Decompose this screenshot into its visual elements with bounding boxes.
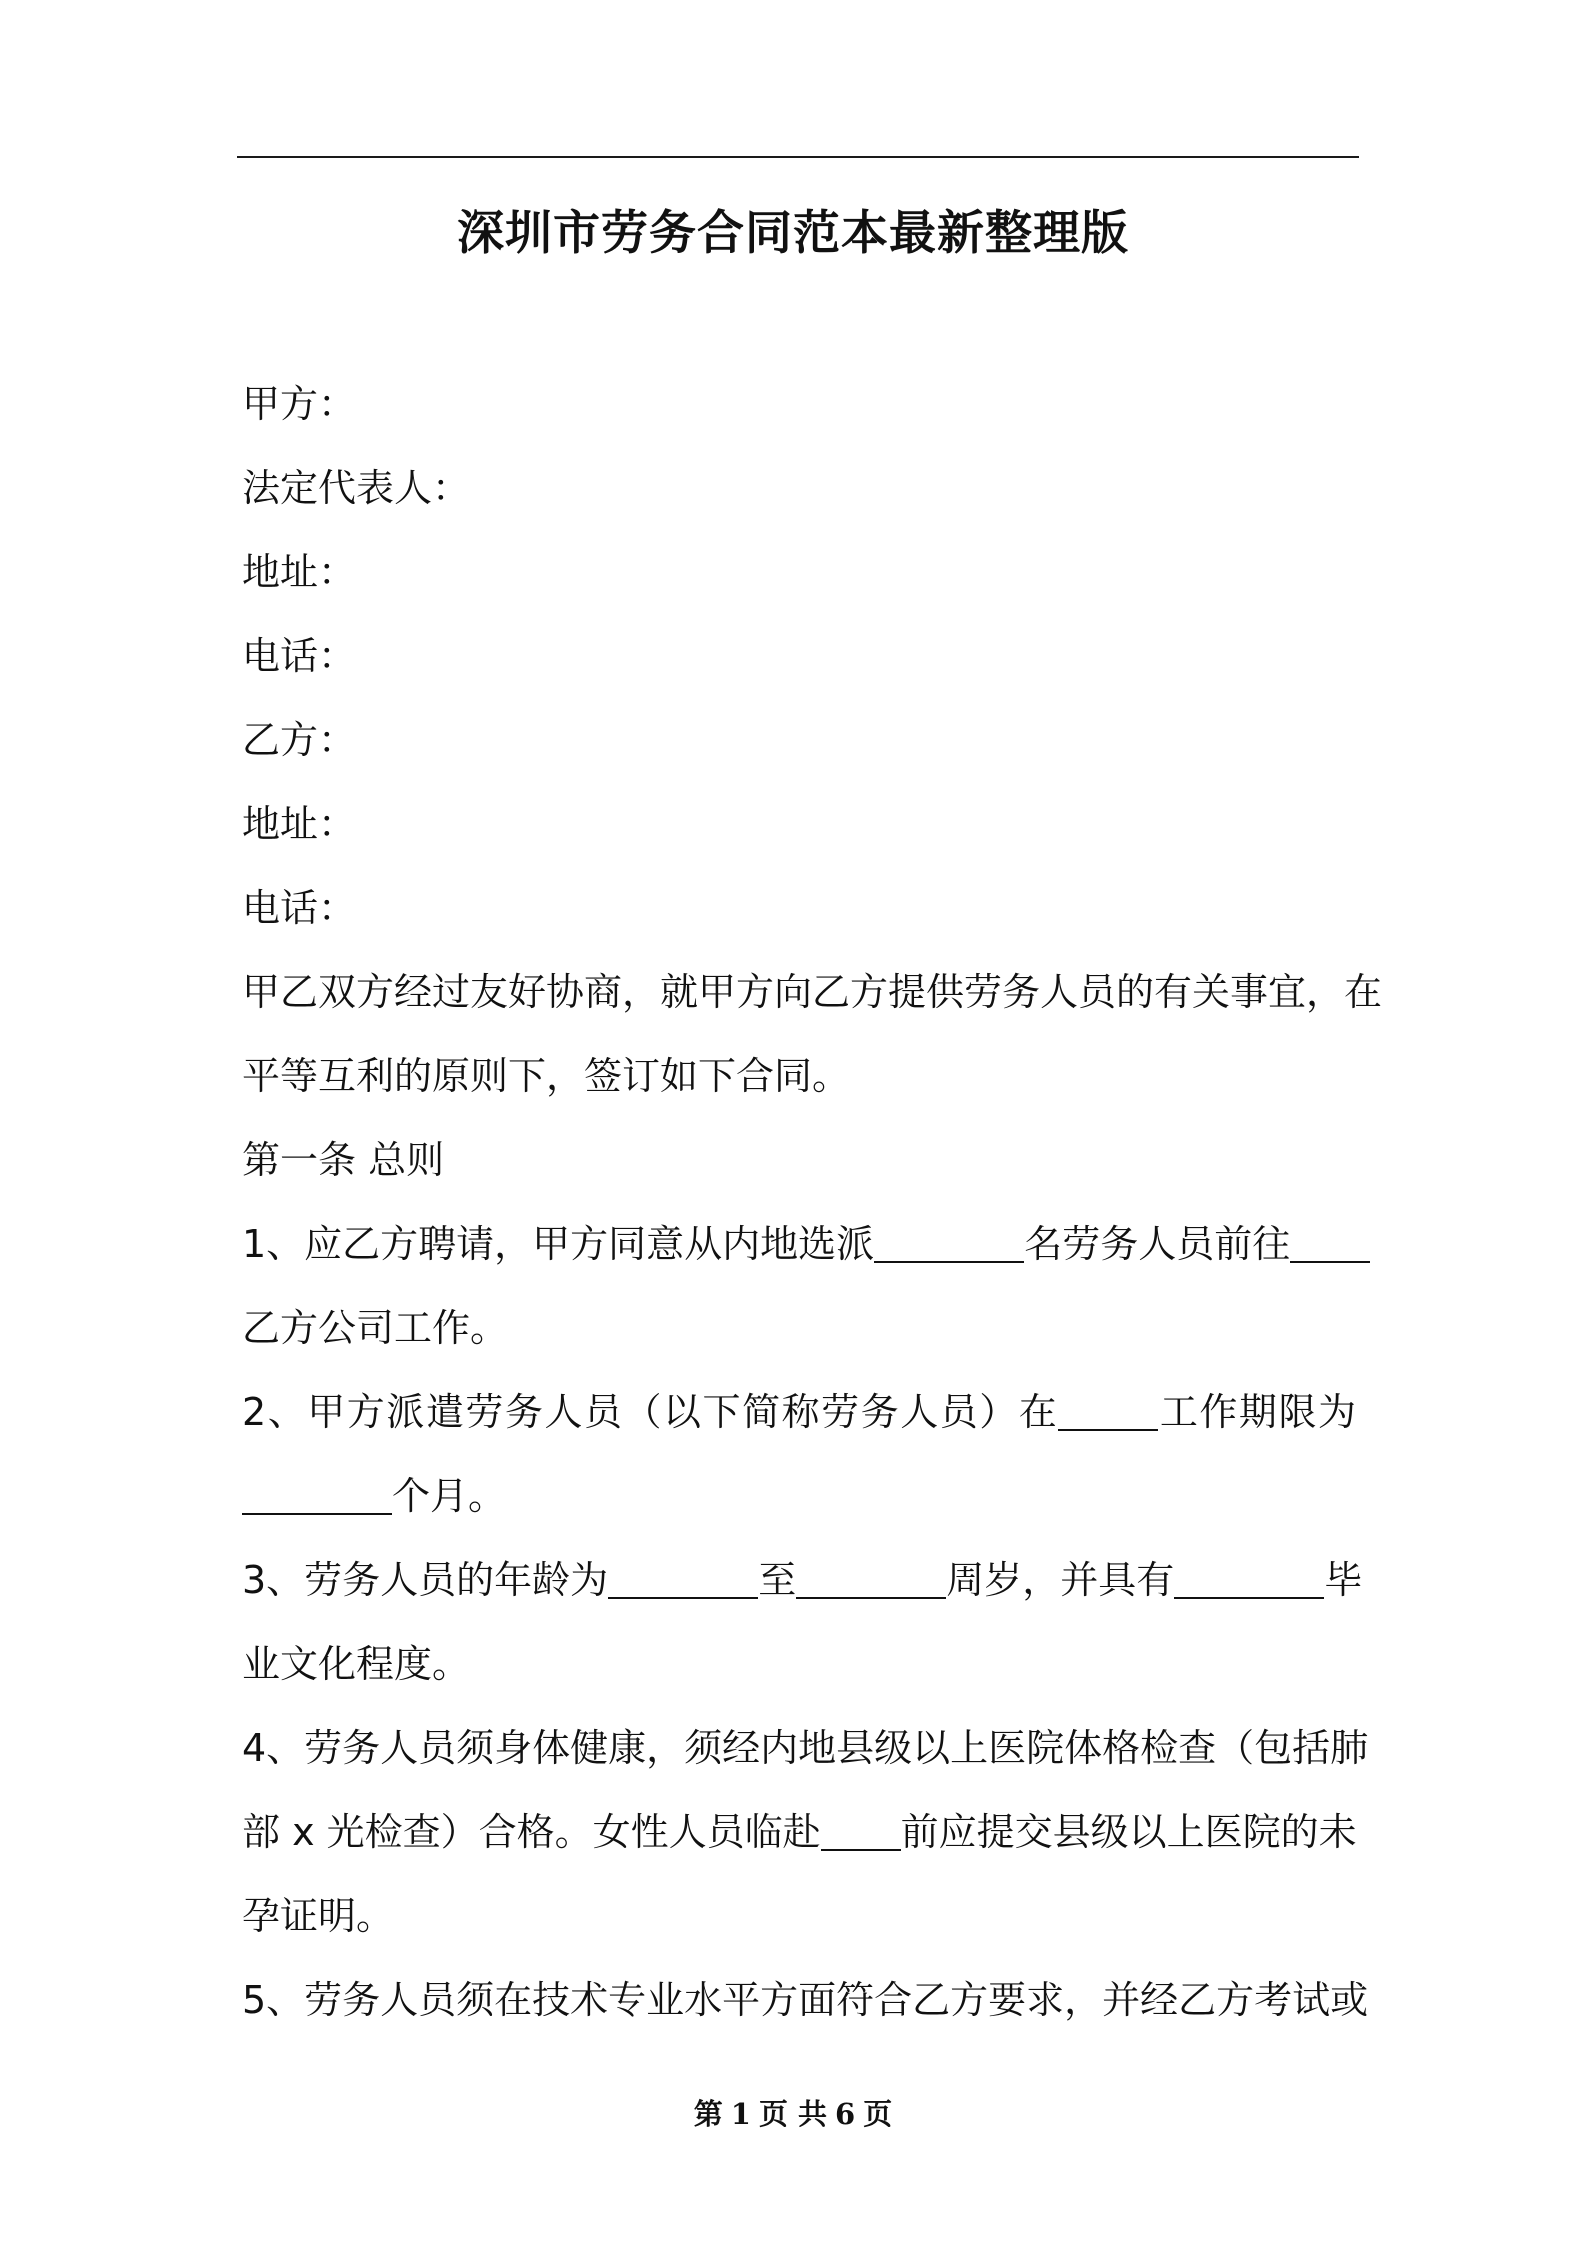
clause-2-text-a: 2、甲方派遣劳务人员（以下简称劳务人员）在	[242, 1390, 1059, 1434]
page-total: 6	[835, 2097, 856, 2131]
page-prefix: 第	[693, 2097, 723, 2131]
clause-1-blank-destination	[1290, 1221, 1370, 1263]
page-mid: 页 共	[758, 2097, 828, 2131]
clause-2-blank-location	[1058, 1389, 1158, 1431]
clause-1-text-a: 1、应乙方聘请，甲方同意从内地选派	[242, 1222, 875, 1266]
clause-2-text-c: 个月。	[392, 1474, 507, 1518]
clause-1-line-2: 乙方公司工作。	[242, 1306, 509, 1350]
clause-3-text-d: 毕	[1324, 1558, 1363, 1602]
clause-2-blank-months	[242, 1473, 392, 1515]
intro-paragraph-line-2: 平等互利的原则下，签订如下合同。	[242, 1054, 851, 1098]
page-suffix: 页	[863, 2097, 893, 2131]
article-1-heading: 第一条 总则	[242, 1138, 445, 1182]
clause-4-blank-destination	[821, 1809, 901, 1851]
document-title: 深圳市劳务合同范本最新整理版	[457, 206, 1129, 261]
clause-3-line-2: 业文化程度。	[242, 1642, 471, 1686]
clause-3-blank-age-max	[796, 1557, 946, 1599]
clause-4-text-b: 部 x 光检查）合格。女性人员临赴	[242, 1810, 821, 1854]
clause-1-text-b: 名劳务人员前往	[1024, 1222, 1291, 1266]
clause-4-line-1: 4、劳务人员须身体健康，须经内地县级以上医院体格检查（包括肺	[242, 1726, 1369, 1770]
header-rule	[237, 156, 1359, 158]
clause-5-line-1: 5、劳务人员须在技术专业水平方面符合乙方要求，并经乙方考试或	[242, 1978, 1369, 2022]
party-b-phone-label: 电话：	[242, 886, 357, 930]
clause-4-line-2	[242, 1790, 1356, 1874]
clause-3-blank-age-min	[608, 1557, 758, 1599]
clause-3-text-a: 3、劳务人员的年龄为	[242, 1558, 609, 1602]
clause-3-blank-education	[1174, 1557, 1324, 1599]
clause-3-text-b: 至	[758, 1558, 797, 1602]
party-a-phone-label: 电话：	[242, 634, 357, 678]
intro-paragraph-line-1: 甲乙双方经过友好协商，就甲方向乙方提供劳务人员的有关事宜，在	[242, 970, 1383, 1014]
page-number	[0, 2094, 1586, 2134]
clause-2-text-b: 工作期限为	[1158, 1390, 1356, 1434]
clause-1-blank-count	[874, 1221, 1024, 1263]
party-a-address-label: 地址：	[242, 550, 357, 594]
clause-3-text-c: 周岁，并具有	[946, 1558, 1175, 1602]
document-body	[242, 362, 1383, 2042]
party-a-label: 甲方：	[242, 382, 357, 426]
clause-4-text-c: 前应提交县级以上医院的未	[900, 1810, 1357, 1854]
party-b-address-label: 地址：	[242, 802, 357, 846]
clause-4-line-3: 孕证明。	[242, 1894, 395, 1938]
page-current: 1	[730, 2097, 751, 2131]
clause-1-line-1	[242, 1202, 1356, 1286]
legal-representative-label: 法定代表人：	[242, 466, 471, 510]
party-b-label: 乙方：	[242, 718, 357, 762]
clause-3-line-1	[242, 1538, 1363, 1622]
clause-2-line-1	[242, 1370, 1356, 1454]
clause-2-line-2	[242, 1454, 1356, 1538]
